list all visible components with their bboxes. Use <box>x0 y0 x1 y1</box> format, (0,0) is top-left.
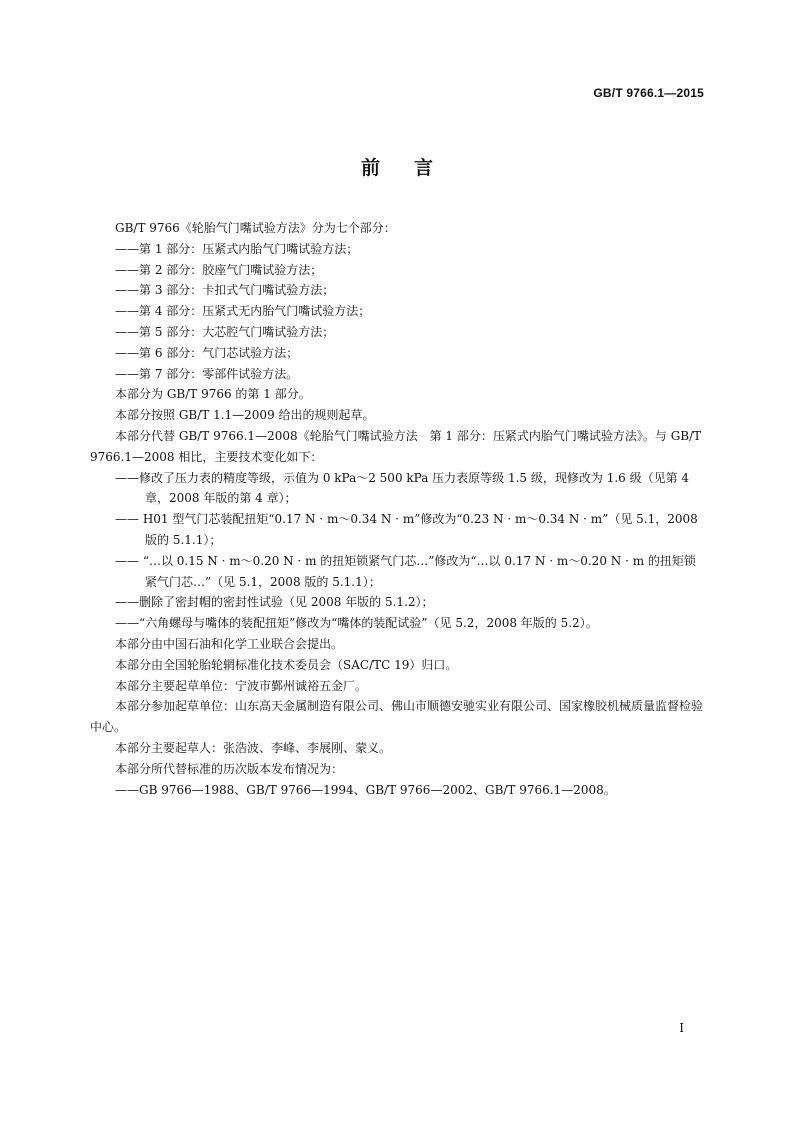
drafting-rules-paragraph: 本部分按照 GB/T 1.1—2009 给出的规则起草。 <box>115 408 375 423</box>
change-item-4: ——删除了密封帽的密封性试验（见 2008 年版的 5.1.2）； <box>115 595 434 610</box>
change-item-5: ——“六角螺母与嘴体的装配扭矩”修改为“嘴体的装配试验”（见 5.2，2008 年版的 5.2）。 <box>115 616 598 631</box>
page-number: I <box>679 1021 684 1035</box>
main-drafters-paragraph: 本部分主要起草人：张浩波、李峰、李展刚、蒙义。 <box>115 740 392 755</box>
foreword-body <box>90 218 706 800</box>
list-item-part-7: ——第 7 部分：零部件试验方法。 <box>115 366 299 381</box>
main-drafting-unit-paragraph: 本部分主要起草单位：宁波市鄞州诚裕五金厂。 <box>115 678 368 693</box>
history-intro-paragraph: 本部分所代替标准的历次版本发布情况为： <box>115 761 344 776</box>
list-item-part-1: ——第 1 部分：压紧式内胎气门嘴试验方法； <box>115 241 359 256</box>
this-part-paragraph: 本部分为 GB/T 9766 的第 1 部分。 <box>115 387 311 402</box>
list-item-part-3: ——第 3 部分：卡扣式气门嘴试验方法； <box>115 283 335 298</box>
jurisdiction-paragraph: 本部分由全国轮胎轮辋标准化技术委员会（SAC/TC 19）归口。 <box>115 657 458 672</box>
change-item-1: ——修改了压力表的精度等级，示值为 0 kPa～2 500 kPa 压力表原等级 1.5 级，现修改为 1.6 级（见第 4 章，2008 年版的第 4 章）； <box>115 470 690 506</box>
list-item-part-4: ——第 4 部分：压紧式无内胎气门嘴试验方法； <box>115 304 371 319</box>
change-item-3: —— “…以 0.15 N · m～0.20 N · m 的扭矩锁紧气门芯…”修改为“…以 0.17 N · m～0.20 N · m 的扭矩锁紧气门芯…”（见 5.1，2008 版的 5.1.1）； <box>115 553 696 589</box>
intro-paragraph: GB/T 9766《轮胎气门嘴试验方法》分为七个部分： <box>115 221 396 235</box>
history-list-item: ——GB 9766—1988、GB/T 9766—1994、GB/T 9766—2002、GB/T 9766.1—2008。 <box>115 782 616 797</box>
standard-number: GB/T 9766.1—2015 <box>593 86 704 100</box>
participating-units-paragraph: 本部分参加起草单位：山东高天金属制造有限公司、佛山市顺德安驰实业有限公司、国家橡胶机械质量监督检验中心。 <box>90 699 704 735</box>
replaces-paragraph: 本部分代替 GB/T 9766.1—2008《轮胎气门嘴试验方法 第 1 部分：压紧式内胎气门嘴试验方法》。与 GB/T 9766.1—2008 相比，主要技术变化如下： <box>90 428 702 464</box>
proposed-by-paragraph: 本部分由中国石油和化学工业联合会提出。 <box>115 636 344 651</box>
change-item-2: —— H01 型气门芯装配扭矩“0.17 N · m～0.34 N · m”修改为“0.23 N · m～0.34 N · m”（见 5.1，2008 版的 5.1.1）； <box>115 512 698 547</box>
list-item-part-5: ——第 5 部分：大芯腔气门嘴试验方法； <box>115 324 335 339</box>
page-title: 前言 <box>360 157 467 179</box>
list-item-part-6: ——第 6 部分：气门芯试验方法； <box>115 345 299 360</box>
list-item-part-2: ——第 2 部分：胶座气门嘴试验方法； <box>115 262 323 277</box>
